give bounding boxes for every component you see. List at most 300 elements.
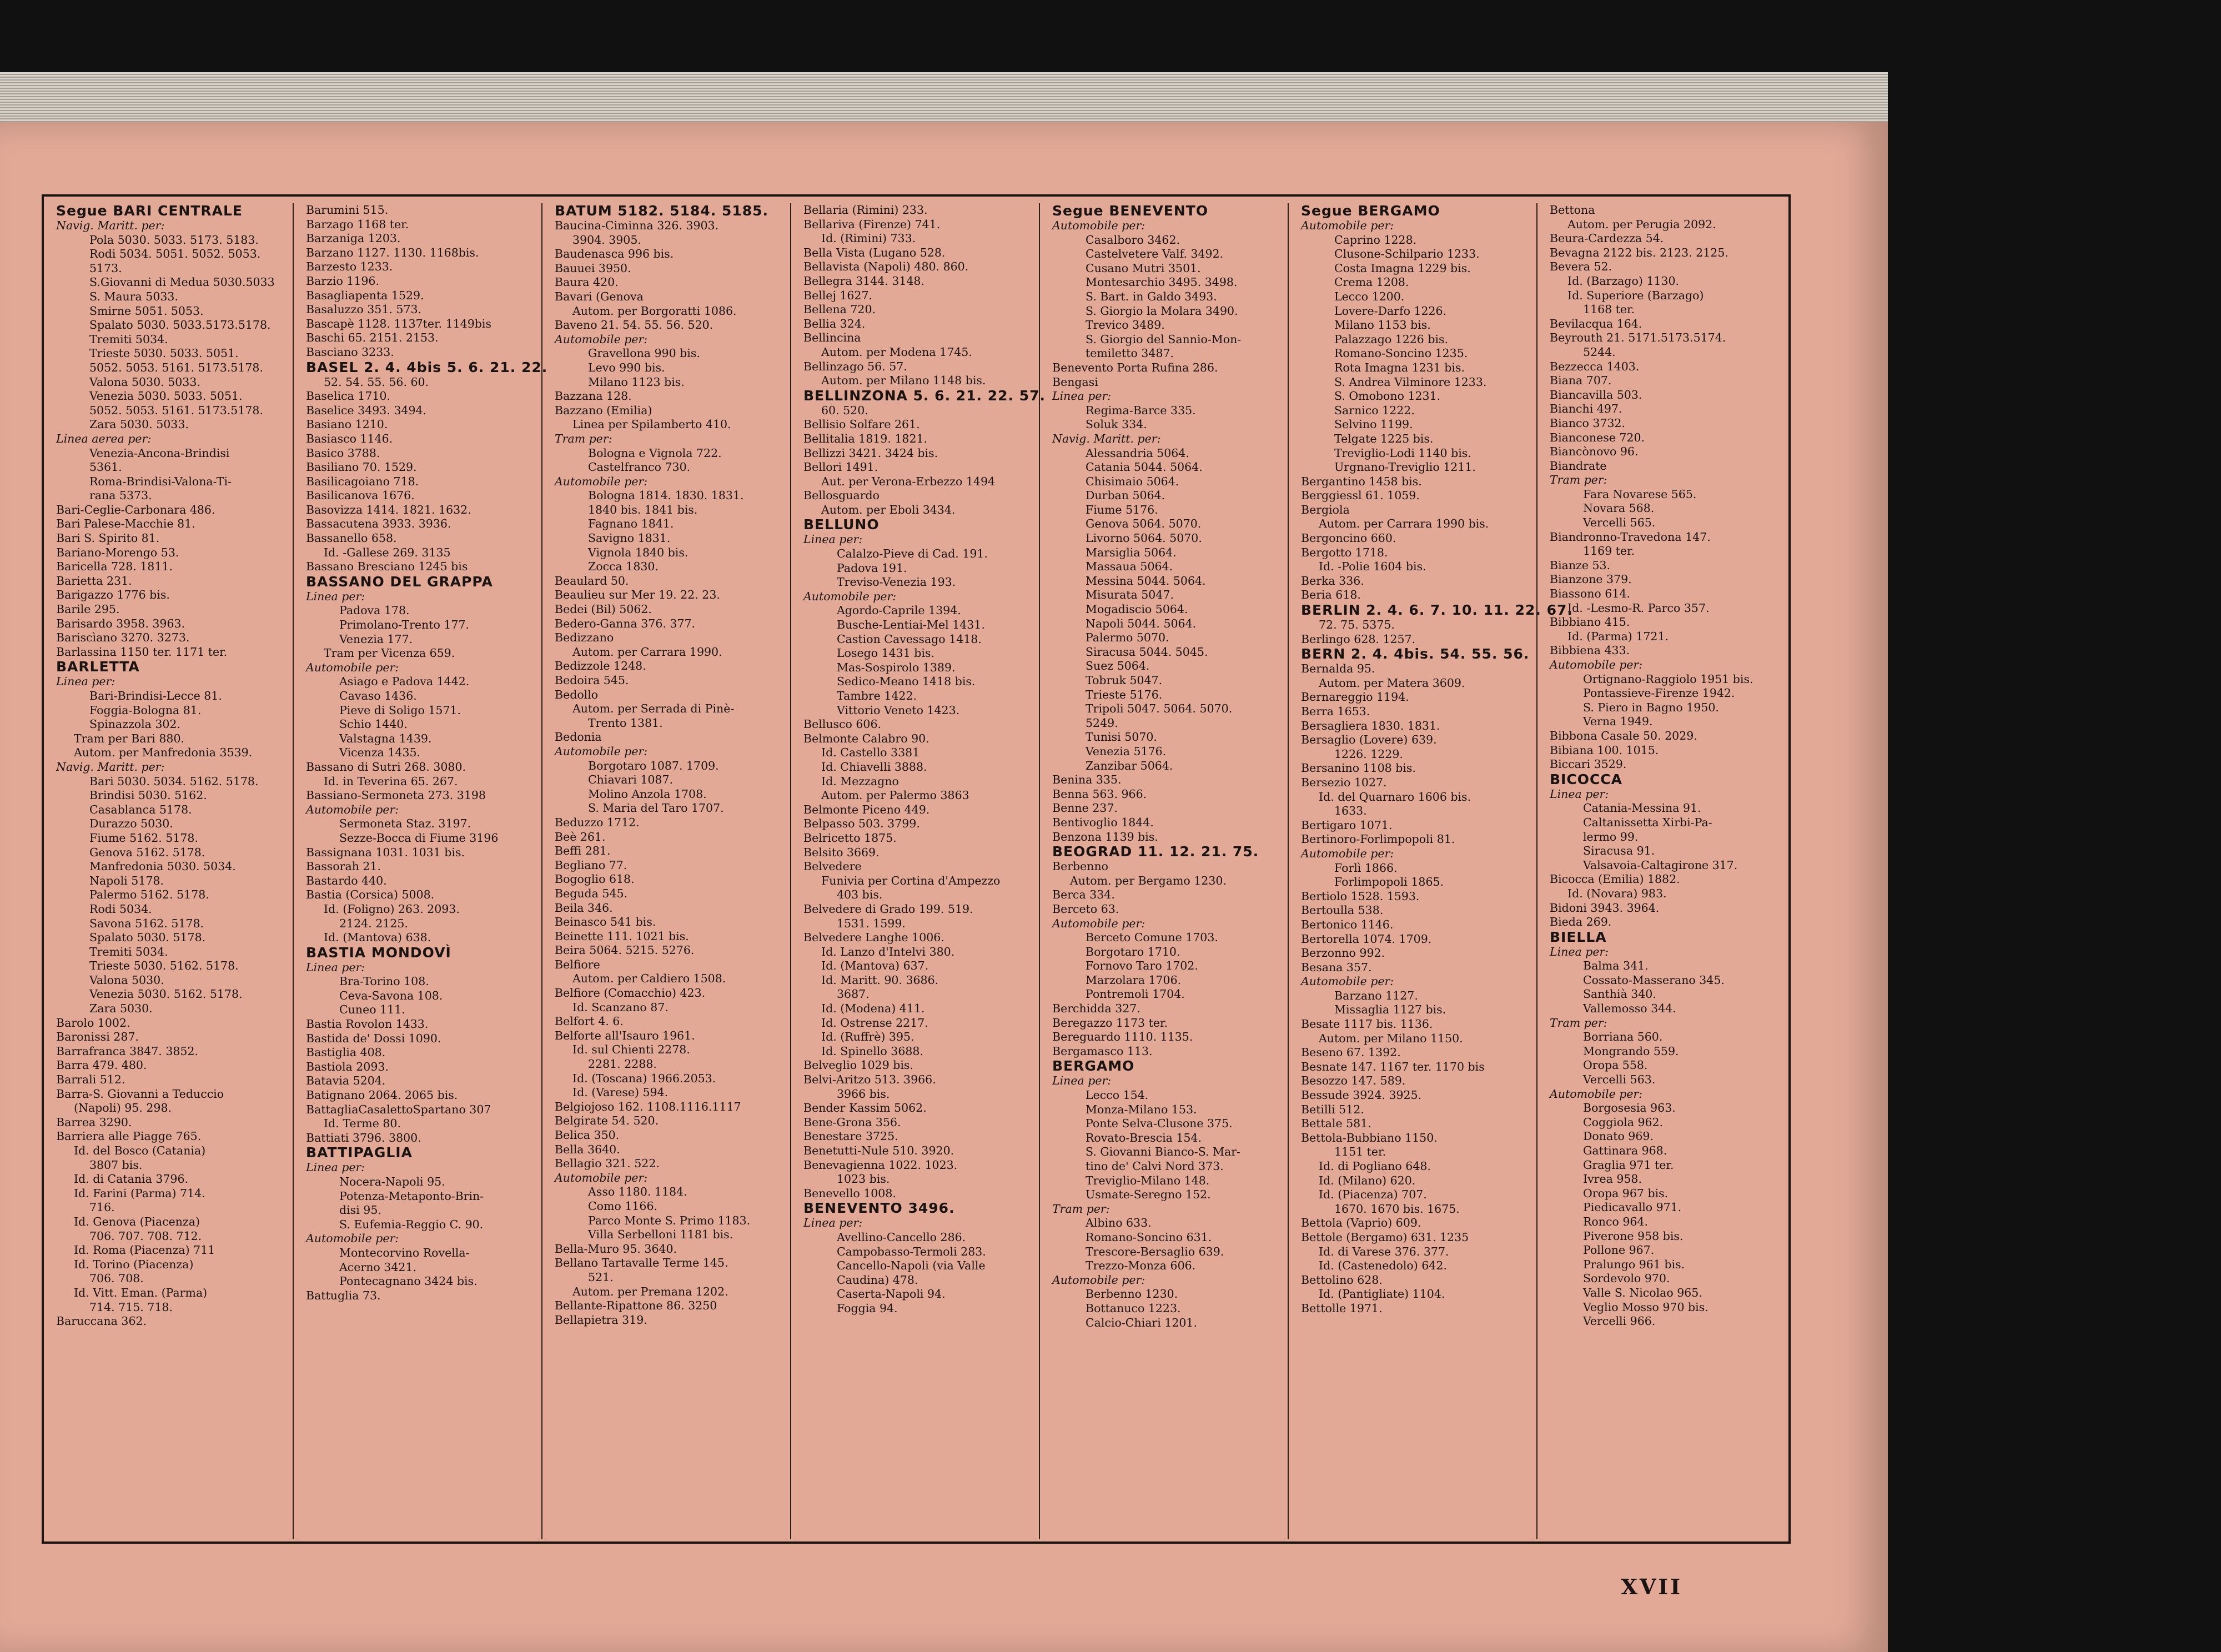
index-entry: Biandronno-Travedona 147.	[1550, 530, 1711, 544]
index-entry: Linea per:	[306, 589, 365, 603]
index-entry: Automobile per:	[1550, 658, 1643, 671]
index-entry: Baura 420.	[555, 275, 619, 289]
index-entry: Bologna 1814. 1830. 1831.	[588, 489, 744, 503]
index-entry: Id. (Ruffrè) 395.	[821, 1030, 914, 1044]
index-entry: 403 bis.	[837, 888, 883, 902]
index-entry: Treviglio-Milano 148.	[1086, 1173, 1210, 1187]
index-entry: Bergoncino 660.	[1301, 531, 1396, 545]
index-entry: Romano-Soncino 1235.	[1334, 347, 1468, 360]
index-entry: Battiati 3796. 3800.	[306, 1131, 421, 1144]
index-entry: Automobile per:	[306, 1232, 399, 1246]
index-entry: Id. Maritt. 90. 3686.	[821, 973, 939, 987]
index-entry: Belica 350.	[555, 1128, 620, 1142]
index-entry: Vignola 1840 bis.	[588, 545, 689, 559]
index-entry: Besate 1117 bis. 1136.	[1301, 1017, 1433, 1031]
index-entry: Bevagna 2122 bis. 2123. 2125.	[1550, 245, 1728, 259]
index-entry: 60. 520.	[821, 403, 868, 417]
index-column-5	[1039, 203, 1288, 1539]
index-entry: Barra 479. 480.	[56, 1058, 147, 1072]
index-entry: Tram per:	[555, 431, 612, 445]
index-entry: Gravellona 990 bis.	[588, 347, 700, 360]
index-entry: Bibbona Casale 50. 2029.	[1550, 729, 1697, 742]
index-entry: Bassano Bresciano 1245 bis	[306, 560, 468, 574]
index-entry: Oropa 967 bis.	[1583, 1186, 1669, 1200]
index-entry: 52. 54. 55. 56. 60.	[324, 375, 429, 389]
index-entry: Beila 346.	[555, 901, 613, 915]
index-entry: Durazzo 5030.	[89, 817, 173, 831]
index-entry: Calcio-Chiari 1201.	[1086, 1315, 1197, 1329]
index-entry: Aut. per Verona-Erbezzo 1494	[821, 474, 996, 488]
index-heading: BERLIN 2. 4. 6. 7. 10. 11. 22. 67.	[1301, 602, 1573, 619]
index-entry: Bellosguardo	[803, 489, 880, 503]
index-entry: 2281. 2288.	[588, 1057, 657, 1071]
index-entry: Brindisi 5030. 5162.	[89, 789, 207, 802]
index-entry: Bergotto 1718.	[1301, 545, 1388, 559]
index-entry: Borgotaro 1087. 1709.	[588, 759, 719, 772]
index-entry: Berceto Comune 1703.	[1086, 931, 1218, 945]
index-entry: Lovere-Darfo 1226.	[1334, 304, 1447, 318]
index-entry: Fornovo Taro 1702.	[1086, 959, 1198, 973]
index-entry: Valona 5030.	[89, 973, 164, 987]
index-entry: Bersanino 1108 bis.	[1301, 761, 1416, 775]
index-entry: Palazzago 1226 bis.	[1334, 332, 1449, 346]
index-entry: Vercelli 966.	[1583, 1314, 1656, 1328]
index-entry: Bibiana 100. 1015.	[1550, 743, 1659, 757]
index-entry: Id. Ostrense 2217.	[821, 1016, 928, 1030]
index-entry: Bellano Tartavalle Terme 145.	[555, 1256, 728, 1270]
index-entry: Barrafranca 3847. 3852.	[56, 1044, 199, 1058]
index-entry: Baruccana 362.	[56, 1314, 147, 1328]
index-entry: Beffi 281.	[555, 844, 611, 858]
index-entry: Suez 5064.	[1086, 659, 1150, 673]
index-entry: Bella Vista (Lugano 528.	[803, 245, 946, 259]
index-entry: Venezia 5176.	[1086, 744, 1167, 758]
index-entry: Rodi 5034. 5051. 5052. 5053.	[89, 247, 261, 261]
index-entry: Zara 5030. 5033.	[89, 418, 189, 431]
index-entry: Barrali 512.	[56, 1073, 125, 1087]
index-entry: Ortignano-Raggiolo 1951 bis.	[1583, 672, 1753, 686]
index-entry: Bettolino 628.	[1301, 1273, 1383, 1287]
index-entry: Zocca 1830.	[588, 560, 659, 574]
index-entry: Bariscìano 3270. 3273.	[56, 631, 190, 645]
index-entry: Bellitalia 1819. 1821.	[803, 431, 928, 445]
index-entry: Ronco 964.	[1583, 1214, 1648, 1228]
index-entry: Id. Roma (Piacenza) 711	[74, 1243, 215, 1257]
index-entry: Basaluzzo 351. 573.	[306, 303, 422, 317]
index-entry: Bettola-Bubbiano 1150.	[1301, 1131, 1438, 1144]
index-entry: Id. Terme 80.	[324, 1117, 401, 1131]
index-entry: Bari 5030. 5034. 5162. 5178.	[89, 774, 259, 788]
index-entry: Marsiglia 5064.	[1086, 545, 1177, 559]
index-entry: Missaglia 1127 bis.	[1334, 1003, 1446, 1017]
index-entry: Borgotaro 1710.	[1086, 945, 1180, 958]
index-entry: Agordo-Caprile 1394.	[837, 604, 961, 617]
index-entry: Belfiore (Comacchio) 423.	[555, 986, 706, 1000]
index-entry: Bari-Brindisi-Lecce 81.	[89, 689, 222, 702]
index-entry: Basovizza 1414. 1821. 1632.	[306, 503, 471, 516]
index-entry: Piverone 958 bis.	[1583, 1229, 1684, 1243]
index-entry: Belfort 4. 6.	[555, 1015, 624, 1028]
index-entry: Linea per:	[56, 675, 115, 689]
index-entry: Bella-Muro 95. 3640.	[555, 1242, 677, 1256]
index-entry: Automobile per:	[1301, 975, 1394, 988]
index-entry: Bellori 1491.	[803, 460, 878, 474]
index-entry: Smirne 5051. 5053.	[89, 304, 204, 318]
index-entry: Automobile per:	[555, 744, 648, 758]
index-entry: Venezia 5030. 5162. 5178.	[89, 987, 243, 1001]
index-heading: BELLINZONA 5. 6. 21. 22. 57.	[803, 387, 1046, 404]
index-entry: S. Andrea Vilminore 1233.	[1334, 375, 1487, 389]
index-entry: Bellia 324.	[803, 317, 866, 330]
index-entry: Bentivoglio 1844.	[1052, 815, 1154, 829]
index-entry: Bettolle 1971.	[1301, 1301, 1383, 1315]
index-entry: Urgnano-Treviglio 1211.	[1334, 460, 1476, 474]
index-entry: Tram per:	[1550, 1016, 1607, 1030]
index-entry: Cuneo 111.	[339, 1003, 405, 1017]
index-heading: BIELLA	[1550, 928, 1607, 945]
index-entry: Castelfranco 730.	[588, 460, 691, 474]
index-entry: Automobile per:	[555, 332, 648, 346]
index-entry: Campobasso-Termoli 283.	[837, 1244, 986, 1258]
index-entry: Palermo 5070.	[1086, 631, 1169, 645]
index-entry: Beura-Cardezza 54.	[1550, 232, 1664, 245]
index-entry: 521.	[588, 1270, 614, 1284]
index-entry: Siracusa 91.	[1583, 844, 1655, 858]
index-entry: Id. sul Chienti 2278.	[572, 1043, 690, 1057]
index-entry: Barzago 1168 ter.	[306, 217, 409, 231]
index-entry: Chiavari 1087.	[588, 773, 674, 787]
index-entry: Nocera-Napoli 95.	[339, 1175, 445, 1188]
index-entry: Donato 969.	[1583, 1129, 1654, 1143]
page-number: XVII	[1621, 1574, 1682, 1599]
index-entry: Bassanello 658.	[306, 531, 397, 545]
index-entry: Caltanissetta Xirbi-Pa-	[1583, 815, 1712, 829]
index-entry: Trieste 5030. 5162. 5178.	[89, 959, 239, 973]
index-entry: Napoli 5044. 5064.	[1086, 616, 1197, 630]
index-entry: Id. (Foligno) 263. 2093.	[324, 902, 460, 916]
index-entry: Venezia 177.	[339, 632, 413, 646]
index-entry: Id. -Polie 1604 bis.	[1319, 560, 1426, 574]
index-entry: Baronissi 287.	[56, 1030, 139, 1044]
index-heading: Segue BERGAMO	[1301, 203, 1440, 219]
index-entry: Marzolara 1706.	[1086, 973, 1182, 987]
index-entry: Belfiore	[555, 957, 600, 971]
index-entry: Autom. per Milano 1148 bis.	[821, 374, 986, 388]
index-entry: Bassano di Sutri 268. 3080.	[306, 760, 466, 774]
index-entry: 5052. 5053. 5161. 5173.5178.	[89, 403, 263, 417]
index-entry: Basilicagoiano 718.	[306, 474, 419, 488]
index-entry: Battuglia 73.	[306, 1288, 381, 1302]
index-entry: Bauuei 3950.	[555, 261, 631, 275]
index-entry: Benina 335.	[1052, 773, 1122, 787]
index-entry: Betilli 512.	[1301, 1102, 1364, 1116]
index-entry: Como 1166.	[588, 1199, 658, 1213]
index-entry: Sordevolo 970.	[1583, 1272, 1670, 1286]
index-entry: Berceto 63.	[1052, 902, 1119, 916]
index-entry: Spinazzola 302.	[89, 717, 181, 731]
index-entry: Id. (Mantova) 637.	[821, 959, 929, 973]
index-entry: Bari-Ceglie-Carbonara 486.	[56, 503, 215, 516]
index-entry: Linea per:	[803, 1216, 863, 1230]
index-entry: Bazzano (Emilia)	[555, 403, 652, 417]
index-entry: Id. Farini (Parma) 714.	[74, 1186, 205, 1200]
index-heading: BATUM 5182. 5184. 5185.	[555, 203, 769, 219]
index-entry: 5173.	[89, 261, 122, 275]
index-entry: S. Giovanni Bianco-S. Mar-	[1086, 1145, 1240, 1159]
index-entry: Beyrouth 21. 5171.5173.5174.	[1550, 331, 1726, 345]
index-entry: Bedizzano	[555, 631, 614, 645]
index-entry: Fara Novarese 565.	[1583, 487, 1697, 501]
index-entry: Ponte Selva-Clusone 375.	[1086, 1117, 1233, 1131]
index-entry: Treviglio-Lodi 1140 bis.	[1334, 446, 1471, 460]
index-entry: Bertoulla 538.	[1301, 903, 1384, 917]
index-entry: Barrea 3290.	[56, 1115, 132, 1129]
index-heading: BELLUNO	[803, 516, 880, 533]
index-heading: BASEL 2. 4. 4bis 5. 6. 21. 22.	[306, 359, 548, 375]
index-entry: 1670. 1670 bis. 1675.	[1334, 1202, 1460, 1216]
index-entry: Bastia Rovolon 1433.	[306, 1017, 429, 1031]
index-entry: Bedero-Ganna 376. 377.	[555, 616, 696, 630]
index-entry: 1169 ter.	[1583, 544, 1635, 558]
index-entry: Bari Palese-Macchie 81.	[56, 517, 195, 531]
index-entry: Autom. per Bergamo 1230.	[1070, 873, 1227, 887]
index-entry: Lecco 154.	[1086, 1088, 1149, 1102]
index-entry: Montecorvino Rovella-	[339, 1246, 470, 1259]
index-entry: Livorno 5064. 5070.	[1086, 531, 1202, 545]
index-entry: Id. del Quarnaro 1606 bis.	[1319, 790, 1471, 804]
index-entry: Trieste 5176.	[1086, 687, 1163, 701]
index-entry: 1023 bis.	[837, 1172, 890, 1186]
index-entry: Tram per Vicenza 659.	[324, 646, 455, 660]
index-entry: 706. 708.	[89, 1272, 144, 1286]
index-entry: Berzonno 992.	[1301, 946, 1385, 960]
index-entry: Forlì 1866.	[1334, 861, 1398, 875]
index-entry: Berra 1653.	[1301, 705, 1370, 718]
index-heading: Segue BARI CENTRALE	[56, 203, 243, 219]
index-entry: Ceva-Savona 108.	[339, 988, 443, 1002]
index-entry: Beaulieu sur Mer 19. 22. 23.	[555, 588, 720, 602]
index-column-3	[541, 203, 790, 1539]
index-entry: Navig. Maritt. per:	[56, 760, 165, 774]
index-entry: Bianze 53.	[1550, 558, 1611, 572]
index-entry: Casablanca 5178.	[89, 802, 192, 816]
index-entry: Id. (Mantova) 638.	[324, 931, 431, 945]
index-entry: Belvi-Aritzo 513. 3966.	[803, 1073, 936, 1087]
index-entry: Barumini 515.	[306, 203, 389, 217]
index-entry: Padova 191.	[837, 561, 907, 575]
index-entry: Barzaniga 1203.	[306, 232, 401, 245]
index-entry: Clusone-Schilpario 1233.	[1334, 247, 1480, 261]
index-entry: Trescore-Bersaglio 639.	[1086, 1244, 1224, 1258]
index-entry: Balma 341.	[1583, 959, 1649, 973]
index-entry: Pieve di Soligo 1571.	[339, 703, 461, 717]
index-entry: Fagnano 1841.	[588, 517, 674, 531]
index-entry: temiletto 3487.	[1086, 347, 1174, 360]
index-entry: Bereguardo 1110. 1135.	[1052, 1030, 1193, 1044]
index-entry: Bianchi 497.	[1550, 402, 1622, 416]
index-entry: S. Maria del Taro 1707.	[588, 801, 724, 815]
index-entry: Costa Imagna 1229 bis.	[1334, 261, 1471, 275]
index-entry: Verna 1949.	[1583, 715, 1653, 729]
index-entry: Pollone 967.	[1583, 1243, 1655, 1257]
index-entry: Romano-Soncino 631.	[1086, 1230, 1212, 1244]
index-entry: Bellisio Solfare 261.	[803, 418, 920, 431]
index-entry: Bellagio 321. 522.	[555, 1157, 660, 1171]
index-entry: 3807 bis.	[89, 1158, 143, 1172]
index-entry: Baveno 21. 54. 55. 56. 520.	[555, 318, 713, 332]
index-entry: Baselice 3493. 3494.	[306, 403, 427, 417]
index-entry: Fiume 5162. 5178.	[89, 831, 198, 845]
index-entry: Asso 1180. 1184.	[588, 1185, 687, 1199]
index-entry: Bottanuco 1223.	[1086, 1301, 1181, 1315]
index-entry: Bogoglio 618.	[555, 872, 635, 886]
index-entry: Barisardo 3958. 3963.	[56, 616, 185, 630]
index-entry: Linea per Spilamberto 410.	[572, 418, 731, 431]
index-entry: Funivia per Cortina d'Ampezzo	[821, 873, 1001, 887]
index-entry: Autom. per Modena 1745.	[821, 345, 972, 359]
index-entry: Baudenasca 996 bis.	[555, 247, 674, 261]
index-entry: Automobile per:	[555, 1171, 648, 1184]
index-entry: Belmonte Piceno 449.	[803, 802, 930, 816]
index-entry: Durban 5064.	[1086, 489, 1165, 503]
index-entry: Id. Lanzo d'Intelvi 380.	[821, 945, 955, 958]
index-entry: Oropa 558.	[1583, 1058, 1648, 1072]
index-entry: Tunisi 5070.	[1086, 730, 1157, 744]
index-entry: 3966 bis.	[837, 1087, 890, 1101]
index-entry: Bidoni 3943. 3964.	[1550, 901, 1660, 915]
index-entry: Barzio 1196.	[306, 274, 379, 288]
index-entry: Automobile per:	[1052, 219, 1145, 232]
index-entry: Bergantino 1458 bis.	[1301, 474, 1422, 488]
index-entry: 3687.	[837, 987, 870, 1001]
index-entry: Mas-Sospirolo 1389.	[837, 660, 956, 674]
index-entry: Automobile per:	[803, 589, 897, 603]
index-entry: Tram per Bari 880.	[74, 731, 185, 745]
index-entry: Bedollo	[555, 687, 599, 701]
index-heading: BARLETTA	[56, 659, 140, 675]
index-entry: Telgate 1225 bis.	[1334, 431, 1434, 445]
index-entry: Id. (Piacenza) 707.	[1319, 1188, 1427, 1202]
index-entry: Barietta 231.	[56, 574, 132, 588]
index-entry: Bersagliera 1830. 1831.	[1301, 719, 1440, 732]
index-entry: Barile 295.	[56, 602, 120, 616]
index-entry: Catania-Messina 91.	[1583, 801, 1701, 815]
index-entry: 1633.	[1334, 804, 1367, 818]
index-heading: Segue BENEVENTO	[1052, 203, 1209, 219]
index-entry: Bariano-Morengo 53.	[56, 545, 179, 559]
index-entry: Usmate-Seregno 152.	[1086, 1188, 1211, 1202]
index-entry: Benne 237.	[1052, 801, 1118, 815]
index-entry: Savigno 1831.	[588, 531, 671, 545]
index-entry: 2124. 2125.	[339, 916, 408, 930]
index-entry: Batavia 5204.	[306, 1074, 386, 1088]
index-entry: Levo 990 bis.	[588, 360, 665, 374]
index-entry: Id. Mezzagno	[821, 774, 899, 788]
index-entry: Busche-Lentiai-Mel 1431.	[837, 618, 985, 632]
index-frame	[42, 194, 1791, 1544]
index-entry: Schio 1440.	[339, 717, 408, 731]
index-entry: Monza-Milano 153.	[1086, 1102, 1197, 1116]
index-entry: Barlassina 1150 ter. 1171 ter.	[56, 645, 228, 659]
index-entry: Linea per:	[1052, 1074, 1112, 1088]
index-column-2	[293, 203, 548, 1539]
index-entry: Cancello-Napoli (via Valle	[837, 1259, 986, 1273]
index-entry: Id. (Castenedolo) 642.	[1319, 1259, 1447, 1273]
index-entry: Tram per:	[1052, 1202, 1110, 1216]
index-entry: Linea per:	[306, 960, 365, 974]
index-entry: Bertigaro 1071.	[1301, 818, 1393, 832]
index-entry: Sedico-Meano 1418 bis.	[837, 675, 976, 689]
index-entry: 706. 707. 708. 712.	[89, 1229, 202, 1243]
index-entry: tino de' Calvi Nord 373.	[1086, 1159, 1224, 1173]
index-entry: Bertonico 1146.	[1301, 917, 1394, 931]
index-entry: Sermoneta Staz. 3197.	[339, 817, 471, 831]
index-entry: Zara 5030.	[89, 1002, 153, 1016]
index-entry: S. Piero in Bagno 1950.	[1583, 700, 1719, 714]
index-entry: Benevento Porta Rufina 286.	[1052, 360, 1218, 374]
index-entry: 1151 ter.	[1334, 1145, 1386, 1159]
index-entry: Berchidda 327.	[1052, 1002, 1140, 1016]
index-entry: Genova 5064. 5070.	[1086, 517, 1202, 531]
index-entry: Molino Anzola 1708.	[588, 787, 707, 801]
index-entry: Bedei (Bil) 5062.	[555, 602, 652, 616]
index-entry: Zanzibar 5064.	[1086, 759, 1173, 772]
index-entry: Forlimpopoli 1865.	[1334, 875, 1444, 889]
index-entry: Calalzo-Pieve di Cad. 191.	[837, 547, 988, 561]
index-entry: Rovato-Brescia 154.	[1086, 1131, 1202, 1144]
index-entry: Id. (Barzago) 1130.	[1567, 274, 1680, 288]
index-entry: Autom. per Palermo 3863	[821, 789, 969, 802]
index-entry: Benestare 3725.	[803, 1129, 898, 1143]
index-entry: Venezia 5030. 5033. 5051.	[89, 389, 243, 403]
index-entry: Bascapè 1128. 1137ter. 1149bis	[306, 317, 491, 330]
index-entry: Napoli 5178.	[89, 873, 164, 887]
index-entry: Massaua 5064.	[1086, 560, 1173, 574]
index-entry: Basiano 1210.	[306, 418, 388, 431]
index-entry: Novara 568.	[1583, 501, 1655, 515]
index-entry: Foggia 94.	[837, 1301, 898, 1315]
index-entry: Bellariva (Firenze) 741.	[803, 217, 941, 231]
index-entry: Rodi 5034.	[89, 902, 152, 916]
index-entry: Belvedere	[803, 860, 862, 873]
index-entry: Biassono 614.	[1550, 587, 1630, 601]
index-entry: Id. (Pantigliate) 1104.	[1319, 1287, 1445, 1301]
index-entry: Automobile per:	[1052, 1273, 1145, 1287]
index-entry: Autom. per Carrara 1990.	[572, 645, 722, 659]
index-entry: Santhià 340.	[1583, 987, 1656, 1001]
index-entry: Baschi 65. 2151. 2153.	[306, 331, 439, 345]
index-entry: S. Bart. in Galdo 3493.	[1086, 289, 1217, 303]
index-entry: Automobile per:	[1301, 846, 1394, 860]
index-entry: Id. di Catania 3796.	[74, 1172, 189, 1186]
index-entry: Barolo 1002.	[56, 1016, 130, 1030]
index-entry: Id. di Pogliano 648.	[1319, 1159, 1431, 1173]
index-entry: Id. -Gallese 269. 3135	[324, 545, 451, 559]
index-entry: Bertinoro-Forlimpopoli 81.	[1301, 832, 1455, 846]
index-entry: Misurata 5047.	[1086, 588, 1174, 602]
index-entry: Foggia-Bologna 81.	[89, 703, 202, 717]
index-entry: Navig. Maritt. per:	[1052, 431, 1161, 445]
index-entry: Baselica 1710.	[306, 389, 390, 403]
index-entry: Autom. per Caldiero 1508.	[572, 972, 726, 986]
index-entry: Bertorella 1074. 1709.	[1301, 932, 1432, 946]
index-entry: Alessandria 5064.	[1086, 446, 1189, 460]
index-entry: Bettole (Bergamo) 631. 1235	[1301, 1230, 1469, 1244]
index-entry: 5244.	[1583, 345, 1616, 359]
index-entry: Besnate 147. 1167 ter. 1170 bis	[1301, 1060, 1485, 1073]
index-entry: Bellusco 606.	[803, 717, 882, 731]
index-entry: Beria 618.	[1301, 588, 1361, 602]
